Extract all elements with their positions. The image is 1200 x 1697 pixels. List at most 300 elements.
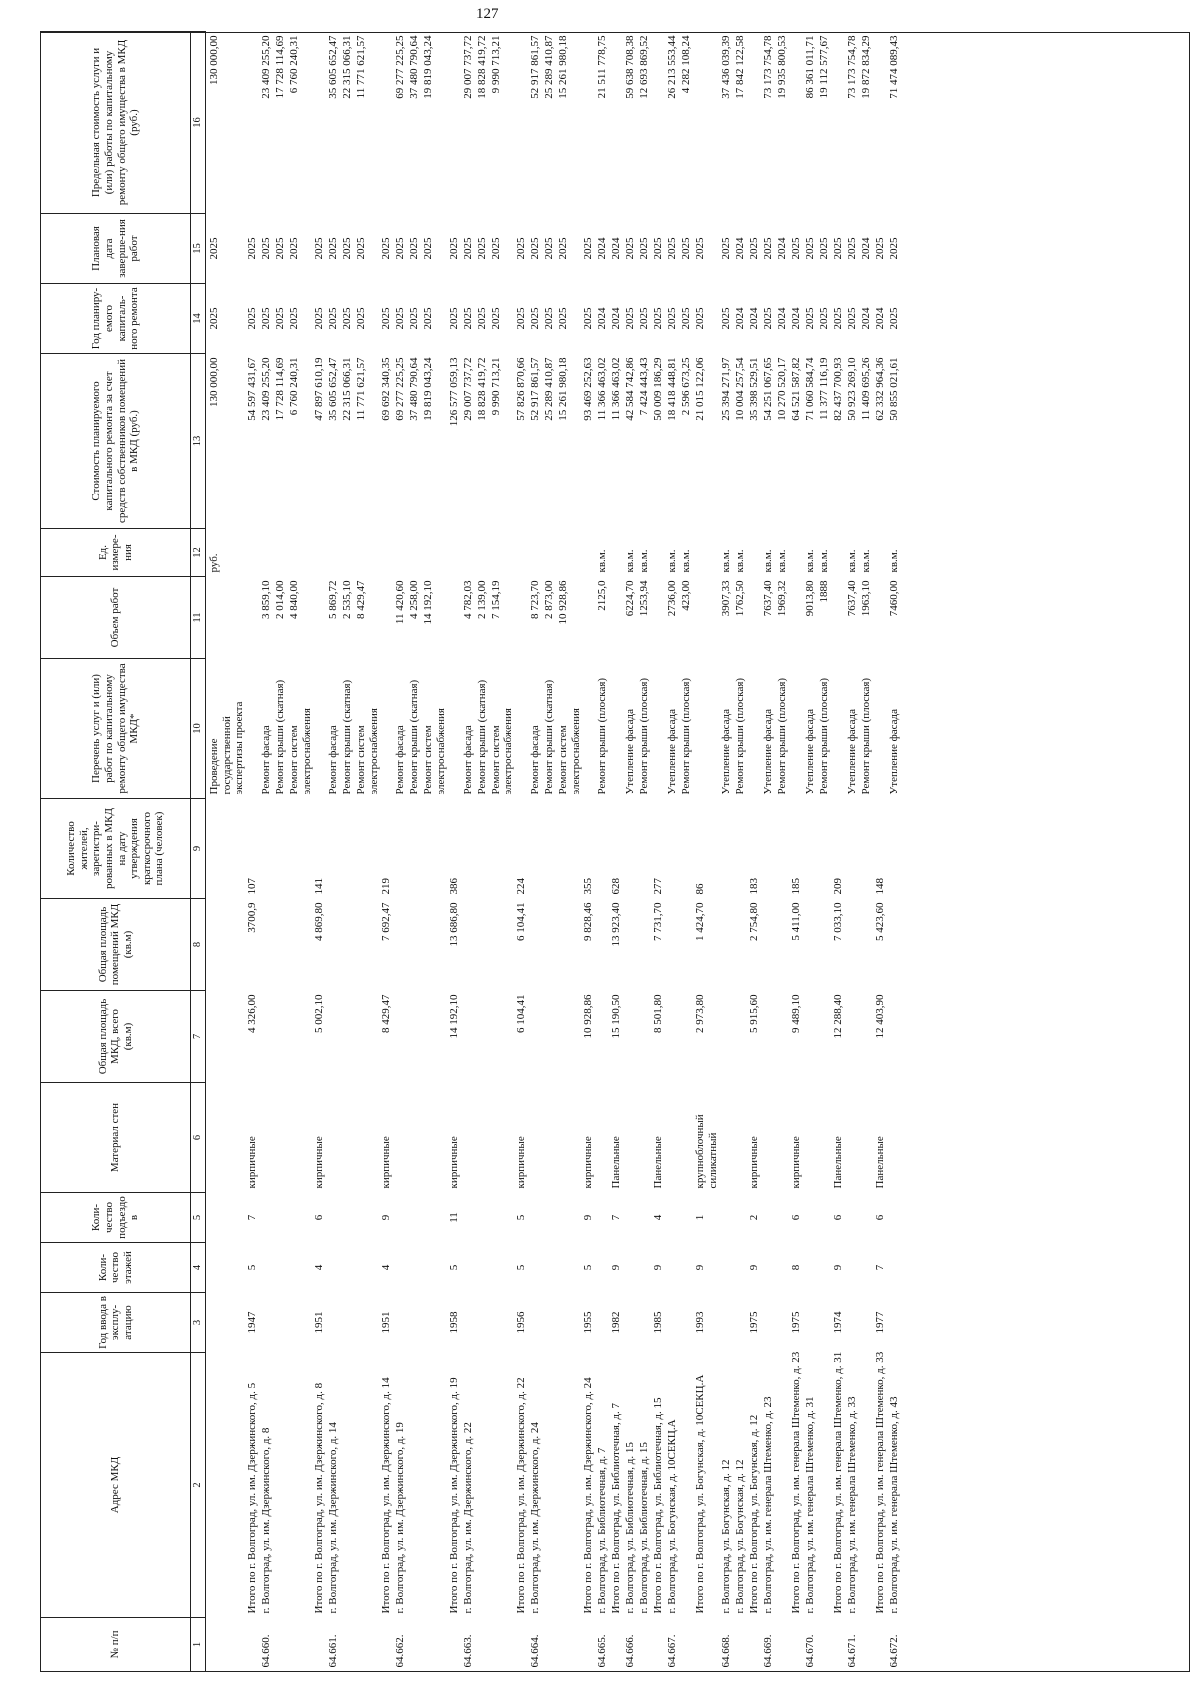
cell-col-16: 86 361 011,71 <box>803 35 816 99</box>
cell-col-16: 12 693 869,52 <box>638 35 651 99</box>
cell-col-5: 11 <box>447 1212 460 1223</box>
cell-col-4 <box>462 1243 476 1293</box>
cell-col-13: 57 826 870,66 <box>515 357 528 421</box>
cell-col-11: 2 873,00 <box>543 580 556 619</box>
cell-col-10: Ремонт фасада <box>327 725 340 795</box>
cell-col-7: 15 190,50 <box>610 994 623 1039</box>
cell-col-15: 2025 <box>761 237 774 260</box>
cell-col-15: 2025 <box>557 237 570 260</box>
cell-col-4 <box>529 1243 543 1293</box>
cell-col-7 <box>680 991 694 1083</box>
cell-col-10 <box>790 659 804 799</box>
cell-col-12 <box>327 529 341 577</box>
cell-col-7: 5 915,60 <box>747 994 760 1033</box>
cell-col-15: 2024 <box>596 237 609 260</box>
cell-col-11 <box>874 577 888 659</box>
cell-col-4 <box>543 1243 557 1293</box>
cell-col-16 <box>694 32 719 214</box>
cell-col-11: 423,00 <box>680 580 693 611</box>
cell-col-11: 7 154,19 <box>489 580 502 619</box>
cell-col-6: Панельные <box>610 1136 623 1189</box>
cell-col-2: Итого по г. Волгоград, ул. Богунская, д. 12 <box>747 1414 760 1614</box>
cell-col-16 <box>246 32 260 214</box>
cell-col-5 <box>260 1193 274 1243</box>
cell-col-8 <box>355 899 380 991</box>
cell-col-8 <box>260 899 274 991</box>
cell-col-13: 11 366 463,02 <box>596 357 609 421</box>
cell-col-8: 9 828,46 <box>582 902 595 941</box>
cell-col-5 <box>734 1193 748 1243</box>
table-row <box>490 32 515 1672</box>
cell-col-15: 2025 <box>489 237 502 260</box>
table-row <box>624 32 638 1672</box>
cell-col-14: 2025 <box>831 307 844 330</box>
cell-col-14: 2025 <box>489 307 502 330</box>
cell-col-13: 130 000,00 <box>208 357 220 407</box>
cell-col-3 <box>888 1293 902 1353</box>
cell-col-2 <box>274 1353 288 1618</box>
cell-col-5 <box>846 1193 860 1243</box>
cell-col-5: 6 <box>831 1214 844 1221</box>
cell-col-9 <box>804 799 818 899</box>
cell-col-2: г. Волгоград, ул. Библиотечная, д. 15 <box>624 1442 637 1614</box>
cell-col-15: 2025 <box>694 237 707 260</box>
cell-col-9 <box>734 799 748 899</box>
cell-col-16: 11 771 621,57 <box>355 35 368 99</box>
cell-col-7: 8 429,47 <box>380 994 393 1033</box>
table-row <box>515 32 529 1672</box>
column-header-14: Год планиру-емого капиталь-ного ремонта <box>41 284 191 354</box>
cell-col-4: 8 <box>789 1264 802 1271</box>
cell-col-15: 2025 <box>680 237 693 260</box>
cell-col-14: 2025 <box>341 307 354 330</box>
cell-col-13: 29 007 737,72 <box>461 357 474 421</box>
cell-col-14: 2024 <box>859 307 872 330</box>
cell-col-5: 9 <box>380 1214 393 1221</box>
cell-col-3 <box>260 1293 274 1353</box>
cell-col-12: кв.м. <box>666 549 679 573</box>
cell-col-14: 2025 <box>680 307 693 330</box>
cell-col-7: 5 002,10 <box>313 994 326 1033</box>
cell-col-10 <box>515 659 529 799</box>
cell-col-10: Ремонт крыши (плоская) <box>859 677 872 795</box>
cell-col-10: Ремонт крыши (плоская) <box>638 677 651 795</box>
cell-col-1 <box>206 1618 246 1672</box>
column-number-12: 12 <box>191 529 206 577</box>
cell-col-5 <box>860 1193 874 1243</box>
cell-col-7 <box>818 991 832 1083</box>
cell-col-13: 11 409 695,26 <box>859 357 872 421</box>
cell-col-6 <box>888 1083 902 1193</box>
cell-col-5 <box>888 1193 902 1243</box>
cell-col-16: 17 842 122,58 <box>733 35 746 99</box>
cell-col-11: 1253,94 <box>638 580 651 617</box>
cell-col-1 <box>274 1618 288 1672</box>
cell-col-2 <box>543 1353 557 1618</box>
cell-col-2: Итого по г. Волгоград, ул. им. Дзержинского, д. 22 <box>515 1377 528 1614</box>
cell-col-15: 2025 <box>803 237 816 260</box>
cell-col-8 <box>762 899 776 991</box>
cell-col-9 <box>888 799 902 899</box>
cell-col-9 <box>846 799 860 899</box>
cell-col-2 <box>355 1353 380 1618</box>
cell-col-2 <box>490 1353 515 1618</box>
cell-col-2: г. Волгоград, ул. им. Дзержинского, д. 19 <box>394 1422 407 1614</box>
cell-col-4 <box>422 1243 447 1293</box>
table-row <box>462 32 476 1672</box>
cell-col-10: Ремонт систем электроснабжения <box>489 708 515 795</box>
cell-col-16 <box>832 32 846 214</box>
cell-col-4 <box>596 1243 610 1293</box>
table-row <box>874 32 888 1672</box>
cell-col-14: 2025 <box>408 307 421 330</box>
column-number-14: 14 <box>191 284 206 354</box>
cell-col-11 <box>246 577 260 659</box>
cell-col-2 <box>557 1353 582 1618</box>
column-number-16: 16 <box>191 32 206 214</box>
cell-col-4 <box>476 1243 490 1293</box>
cell-col-1 <box>790 1618 804 1672</box>
cell-col-15: 2025 <box>845 237 858 260</box>
cell-col-4 <box>274 1243 288 1293</box>
cell-col-9 <box>288 799 313 899</box>
cell-col-3 <box>804 1293 818 1353</box>
cell-col-1 <box>638 1618 652 1672</box>
cell-col-15: 2025 <box>719 237 732 260</box>
cell-col-1 <box>543 1618 557 1672</box>
cell-col-15: 2025 <box>817 237 830 260</box>
cell-col-11: 4 782,03 <box>461 580 474 619</box>
cell-col-13: 21 015 122,06 <box>694 357 707 421</box>
cell-col-6 <box>818 1083 832 1193</box>
cell-col-14: 2025 <box>245 307 258 330</box>
column-header-10: Перечень услуг и (или) работ по капитальному ремонту общего имущества МКД* <box>41 659 191 799</box>
cell-col-7 <box>860 991 874 1083</box>
cell-col-12 <box>748 529 762 577</box>
cell-col-14: 2025 <box>845 307 858 330</box>
cell-col-4: 7 <box>873 1264 886 1271</box>
column-header-15: Плановая дата заверше-ния работ <box>41 214 191 284</box>
cell-col-10: Ремонт систем электроснабжения <box>557 708 582 795</box>
cell-col-6: кирпичные <box>245 1136 258 1189</box>
cell-col-14: 2025 <box>287 307 300 330</box>
cell-col-13: 10 004 257,54 <box>733 357 746 421</box>
cell-col-9 <box>638 799 652 899</box>
cell-col-15: 2024 <box>859 237 872 260</box>
cell-col-3: 1956 <box>515 1311 528 1334</box>
column-number-9: 9 <box>191 799 206 899</box>
cell-col-11 <box>380 577 394 659</box>
cell-col-3 <box>734 1293 748 1353</box>
cell-col-13: 64 521 587,82 <box>789 357 802 421</box>
cell-col-8 <box>394 899 408 991</box>
cell-col-12: кв.м. <box>733 549 746 573</box>
cell-col-14: 2025 <box>461 307 474 330</box>
cell-col-1 <box>422 1618 447 1672</box>
cell-col-7: 12 288,40 <box>831 994 844 1039</box>
cell-col-6 <box>529 1083 543 1193</box>
cell-col-13: 18 418 448,81 <box>666 357 679 421</box>
cell-col-5 <box>288 1193 313 1243</box>
cell-col-1 <box>582 1618 596 1672</box>
cell-col-9: 185 <box>789 878 802 895</box>
cell-col-10 <box>448 659 462 799</box>
cell-col-11: 7637,40 <box>761 580 774 617</box>
cell-col-13: 7 424 443,43 <box>638 357 651 416</box>
table-row <box>380 32 394 1672</box>
cell-col-10: Утепление фасада <box>845 708 858 795</box>
cell-col-10: Ремонт крыши (скатная) <box>341 679 354 795</box>
cell-col-12: кв.м. <box>887 549 900 573</box>
cell-col-6 <box>666 1083 680 1193</box>
cell-col-11: 11 420,60 <box>394 580 407 625</box>
cell-col-15: 2025 <box>543 237 556 260</box>
cell-col-15: 2025 <box>873 237 886 260</box>
cell-col-6 <box>776 1083 790 1193</box>
cell-col-13: 52 917 861,57 <box>529 357 542 421</box>
cell-col-15: 2025 <box>831 237 844 260</box>
cell-col-4: 9 <box>694 1264 707 1271</box>
cell-col-11: 8 429,47 <box>355 580 368 619</box>
cell-col-8 <box>490 899 515 991</box>
cell-col-5: 5 <box>515 1214 528 1221</box>
cell-col-9 <box>860 799 874 899</box>
cell-col-8 <box>666 899 680 991</box>
cell-col-13: 50 923 269,10 <box>845 357 858 421</box>
cell-col-3 <box>355 1293 380 1353</box>
cell-col-4 <box>355 1243 380 1293</box>
cell-col-4: 5 <box>582 1264 595 1271</box>
cell-col-9 <box>355 799 380 899</box>
cell-col-2: Итого по г. Волгоград, ул. им. Дзержинского, д. 19 <box>447 1377 460 1614</box>
cell-col-8 <box>206 899 246 991</box>
table-row <box>557 32 582 1672</box>
cell-col-3: 1974 <box>831 1311 844 1334</box>
cell-col-11: 4 840,00 <box>287 580 300 619</box>
column-header-1: № п/п <box>41 1618 191 1672</box>
cell-col-11: 14 192,10 <box>422 580 435 625</box>
cell-col-5 <box>804 1193 818 1243</box>
table-row <box>543 32 557 1672</box>
cell-col-12 <box>422 529 447 577</box>
cell-col-4: 9 <box>747 1264 760 1271</box>
cell-col-9 <box>680 799 694 899</box>
table-row <box>680 32 694 1672</box>
cell-col-7: 2 973,80 <box>694 994 707 1033</box>
cell-col-3 <box>394 1293 408 1353</box>
column-number-1: 1 <box>191 1618 206 1672</box>
cell-col-15: 2025 <box>380 237 393 260</box>
table-row <box>206 32 246 1672</box>
cell-col-11: 7460,00 <box>887 580 900 617</box>
cell-col-14: 2025 <box>208 307 220 330</box>
cell-col-8 <box>476 899 490 991</box>
cell-col-14: 2025 <box>355 307 368 330</box>
cell-col-11: 10 928,86 <box>557 580 570 625</box>
cell-col-16 <box>610 32 624 214</box>
cell-col-7 <box>804 991 818 1083</box>
table-row <box>341 32 355 1672</box>
cell-col-15: 2025 <box>341 237 354 260</box>
cell-col-15: 2024 <box>610 237 623 260</box>
cell-col-10: Утепление фасада <box>719 708 732 795</box>
cell-col-13: 25 289 410,87 <box>543 357 556 421</box>
cell-col-1 <box>408 1618 422 1672</box>
cell-col-16: 4 282 108,24 <box>680 35 693 94</box>
table-row <box>860 32 874 1672</box>
cell-col-10: Ремонт крыши (скатная) <box>408 679 421 795</box>
cell-col-10 <box>694 659 719 799</box>
cell-col-9: 141 <box>313 878 326 895</box>
cell-col-15: 2025 <box>652 237 665 260</box>
table-row <box>666 32 680 1672</box>
cell-col-12 <box>341 529 355 577</box>
cell-col-7 <box>776 991 790 1083</box>
cell-col-2: Итого по г. Волгоград, ул. Библиотечная, д. 15 <box>652 1397 665 1614</box>
cell-col-1 <box>694 1618 719 1672</box>
cell-col-2: г. Волгоград, ул. им. генерала Штеменко, д. 33 <box>845 1396 858 1614</box>
cell-col-16: 59 638 708,38 <box>624 35 637 99</box>
table-row <box>776 32 790 1672</box>
column-header-16: Предельная стоимость услуги и (или) работы по капитальному ремонту общего имущества в МКД (руб.) <box>41 32 191 214</box>
cell-col-1: 64.662. <box>394 1634 407 1668</box>
cell-col-12: кв.м. <box>624 549 637 573</box>
cell-col-9 <box>422 799 447 899</box>
cell-col-3 <box>422 1293 447 1353</box>
cell-col-1 <box>490 1618 515 1672</box>
cell-col-5 <box>529 1193 543 1243</box>
cell-col-8 <box>341 899 355 991</box>
cell-col-6 <box>422 1083 447 1193</box>
cell-col-14: 2025 <box>447 307 460 330</box>
cell-col-7 <box>624 991 638 1083</box>
cell-col-14: 2024 <box>596 307 609 330</box>
cell-col-9 <box>776 799 790 899</box>
cell-col-13: 35 605 652,47 <box>327 357 340 421</box>
cell-col-12 <box>652 529 666 577</box>
cell-col-14: 2025 <box>259 307 272 330</box>
cell-col-14: 2025 <box>761 307 774 330</box>
cell-col-3: 1955 <box>582 1311 595 1334</box>
cell-col-2: г. Волгоград, ул. им. генерала Штеменко, д. 43 <box>887 1396 900 1614</box>
cell-col-3 <box>341 1293 355 1353</box>
cell-col-9 <box>596 799 610 899</box>
cell-col-14: 2025 <box>543 307 556 330</box>
column-number-15: 15 <box>191 214 206 284</box>
cell-col-3 <box>529 1293 543 1353</box>
cell-col-11: 4 258,00 <box>408 580 421 619</box>
cell-col-16: 35 605 652,47 <box>327 35 340 99</box>
table-row <box>582 32 596 1672</box>
cell-col-12 <box>490 529 515 577</box>
cell-col-4: 4 <box>380 1264 393 1271</box>
cell-col-14: 2025 <box>803 307 816 330</box>
cell-col-2: г. Волгоград, ул. Библиотечная, д. 7 <box>596 1447 609 1614</box>
cell-col-13: 54 597 431,67 <box>245 357 258 421</box>
cell-col-12 <box>462 529 476 577</box>
cell-col-14: 2025 <box>638 307 651 330</box>
table-row <box>804 32 818 1672</box>
cell-col-14: 2025 <box>557 307 570 330</box>
cell-col-14: 2025 <box>422 307 435 330</box>
cell-col-10: Ремонт крыши (плоская) <box>775 677 788 795</box>
cell-col-16: 69 277 225,25 <box>394 35 407 99</box>
cell-col-2: г. Волгоград, ул. Богунская, д. 12 <box>719 1459 732 1614</box>
cell-col-7 <box>638 991 652 1083</box>
cell-col-12: кв.м. <box>775 549 788 573</box>
cell-col-14: 2024 <box>733 307 746 330</box>
cell-col-12: кв.м. <box>638 549 651 573</box>
cell-col-1: 64.670. <box>803 1634 816 1668</box>
cell-col-10: Ремонт систем электроснабжения <box>287 708 313 795</box>
table-row <box>274 32 288 1672</box>
cell-col-16: 19 112 577,67 <box>817 35 830 99</box>
cell-col-4 <box>888 1243 902 1293</box>
cell-col-7 <box>408 991 422 1083</box>
cell-col-2: г. Волгоград, ул. им. Дзержинского, д. 22 <box>461 1422 474 1614</box>
cell-col-5: 7 <box>245 1214 258 1221</box>
cell-col-12 <box>394 529 408 577</box>
cell-col-2 <box>408 1353 422 1618</box>
cell-col-12 <box>557 529 582 577</box>
cell-col-1 <box>874 1618 888 1672</box>
cell-col-7 <box>274 991 288 1083</box>
table-body <box>206 32 902 1672</box>
cell-col-11: 1762,50 <box>733 580 746 617</box>
cell-col-11: 1888 <box>817 580 830 603</box>
cell-col-10: Ремонт крыши (плоская) <box>733 677 746 795</box>
cell-col-11 <box>448 577 462 659</box>
cell-col-9: 628 <box>610 878 623 895</box>
cell-col-3 <box>543 1293 557 1353</box>
cell-col-10: Ремонт крыши (плоская) <box>596 677 609 795</box>
cell-col-13: 11 366 463,02 <box>610 357 623 421</box>
cell-col-13: 42 584 742,86 <box>624 357 637 421</box>
cell-col-6 <box>274 1083 288 1193</box>
cell-col-7 <box>341 991 355 1083</box>
cell-col-7: 12 403,90 <box>873 994 886 1039</box>
cell-col-8 <box>720 899 734 991</box>
cell-col-11: 5 869,72 <box>327 580 340 619</box>
cell-col-1 <box>832 1618 846 1672</box>
cell-col-3: 1993 <box>694 1311 707 1334</box>
table-row <box>327 32 341 1672</box>
cell-col-14: 2024 <box>610 307 623 330</box>
cell-col-2 <box>341 1353 355 1618</box>
cell-col-2: г. Волгоград, ул. им. генерала Штеменко, д. 31 <box>803 1396 816 1614</box>
cell-col-1: 64.667. <box>666 1634 679 1668</box>
cell-col-1 <box>515 1618 529 1672</box>
cell-col-16: 71 474 089,43 <box>887 35 900 99</box>
cell-col-1: 64.664. <box>529 1634 542 1668</box>
cell-col-15: 2025 <box>624 237 637 260</box>
cell-col-9 <box>557 799 582 899</box>
cell-col-1 <box>313 1618 327 1672</box>
cell-col-7 <box>596 991 610 1083</box>
cell-col-4 <box>776 1243 790 1293</box>
cell-col-9 <box>529 799 543 899</box>
cell-col-9 <box>762 799 776 899</box>
cell-col-1: 64.668. <box>719 1634 732 1668</box>
cell-col-7: 10 928,86 <box>582 994 595 1039</box>
cell-col-14: 2025 <box>380 307 393 330</box>
cell-col-16: 73 173 754,78 <box>761 35 774 99</box>
cell-col-3: 1975 <box>789 1311 802 1334</box>
table-header <box>41 32 206 1672</box>
cell-col-13: 62 332 964,36 <box>873 357 886 421</box>
cell-col-7 <box>260 991 274 1083</box>
cell-col-13: 50 009 186,29 <box>652 357 665 421</box>
